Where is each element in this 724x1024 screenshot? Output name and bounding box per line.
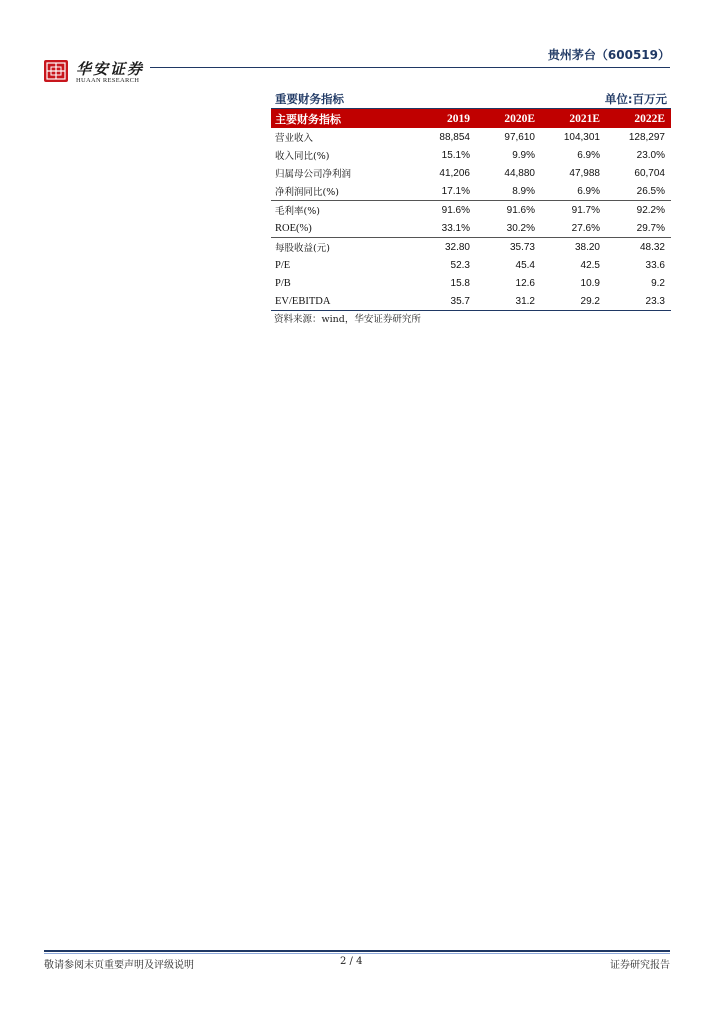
table-row — [271, 201, 671, 220]
footer-divider-thin — [44, 953, 670, 954]
table-cell: 17.1% — [441, 185, 470, 197]
table-cell: 35.7 — [411, 292, 476, 311]
table-cell: 91.7% — [541, 201, 606, 220]
table-cell: 6.9% — [577, 149, 600, 161]
column-header: 2020E — [504, 112, 535, 125]
table-unit: 单位:百万元 — [604, 92, 667, 106]
logo-subtitle: HUAAN RESEARCH — [76, 77, 140, 84]
table-cell: 8.9% — [512, 185, 535, 197]
table-cell: 29.2 — [541, 292, 606, 311]
table-row — [271, 182, 671, 201]
row-label: ROE(%) — [275, 222, 312, 234]
table-caption — [271, 90, 671, 109]
column-header: 2022E — [634, 112, 665, 125]
row-label: 营业收入 — [275, 133, 314, 144]
table-row — [271, 146, 671, 164]
table-cell: 9.2 — [651, 277, 665, 289]
table-cell: 9.9% — [512, 149, 535, 161]
company-title: 贵州茅台（600519） — [547, 48, 670, 62]
table-header-row — [271, 109, 671, 128]
table-cell: 88,854 — [439, 131, 470, 143]
table-cell: 41,206 — [439, 167, 470, 179]
row-label: 每股收益(元) — [271, 238, 411, 257]
financial-table — [271, 109, 671, 311]
header-divider — [150, 67, 670, 68]
table-cell: 42.5 — [580, 259, 600, 271]
table-cell: 26.5% — [636, 185, 665, 197]
table-cell: 97,610 — [504, 131, 535, 143]
row-label: P/B — [275, 277, 291, 289]
table-row — [271, 128, 671, 146]
financial-table-section — [271, 90, 671, 311]
table-row — [271, 219, 671, 238]
table-cell: 23.3 — [606, 292, 671, 311]
table-cell: 128,297 — [628, 131, 665, 143]
table-source-note: 资料来源：wind，华安证券研究所 — [274, 314, 421, 325]
table-cell: 45.4 — [515, 259, 535, 271]
column-header: 2021E — [569, 112, 600, 125]
table-cell: 48.32 — [606, 238, 671, 257]
table-cell: 27.6% — [571, 222, 600, 234]
table-cell: 91.6% — [476, 201, 541, 220]
logo-seal-icon — [44, 60, 68, 82]
row-label: P/E — [275, 259, 291, 271]
page-number: 2 / 4 — [340, 956, 363, 967]
table-cell: 12.6 — [515, 277, 535, 289]
table-cell: 33.6 — [645, 259, 665, 271]
table-cell: 33.1% — [441, 222, 470, 234]
table-cell: 15.1% — [441, 149, 470, 161]
footer-divider — [44, 950, 670, 952]
row-label: 归属母公司净利润 — [275, 169, 352, 180]
row-label: 收入同比(%) — [275, 151, 330, 162]
row-label: 毛利率(%) — [271, 201, 411, 220]
report-type: 证券研究报告 — [610, 960, 670, 971]
table-cell: 29.7% — [636, 222, 665, 234]
logo-text: 华安证券 — [76, 60, 145, 78]
table-cell: 60,704 — [634, 167, 665, 179]
footer-disclaimer: 敬请参阅末页重要声明及评级说明 — [44, 960, 194, 971]
table-cell: 47,988 — [569, 167, 600, 179]
table-row — [271, 274, 671, 292]
table-row — [271, 256, 671, 274]
row-label: 净利润同比(%) — [275, 187, 339, 198]
table-cell: 23.0% — [636, 149, 665, 161]
row-label: EV/EBITDA — [271, 292, 411, 311]
table-cell: 104,301 — [563, 131, 600, 143]
table-cell: 52.3 — [450, 259, 470, 271]
table-row — [271, 238, 671, 257]
table-cell: 35.73 — [476, 238, 541, 257]
table-cell: 44,880 — [504, 167, 535, 179]
table-cell: 30.2% — [506, 222, 535, 234]
table-title: 重要财务指标 — [275, 92, 344, 106]
table-cell: 32.80 — [411, 238, 476, 257]
column-header: 主要财务指标 — [275, 112, 341, 126]
table-cell: 92.2% — [606, 201, 671, 220]
table-cell: 38.20 — [541, 238, 606, 257]
table-cell: 31.2 — [476, 292, 541, 311]
table-row — [271, 164, 671, 182]
table-cell: 10.9 — [580, 277, 600, 289]
table-cell: 6.9% — [577, 185, 600, 197]
table-cell: 15.8 — [450, 277, 470, 289]
table-row — [271, 292, 671, 311]
table-cell: 91.6% — [411, 201, 476, 220]
column-header: 2019 — [447, 112, 470, 125]
